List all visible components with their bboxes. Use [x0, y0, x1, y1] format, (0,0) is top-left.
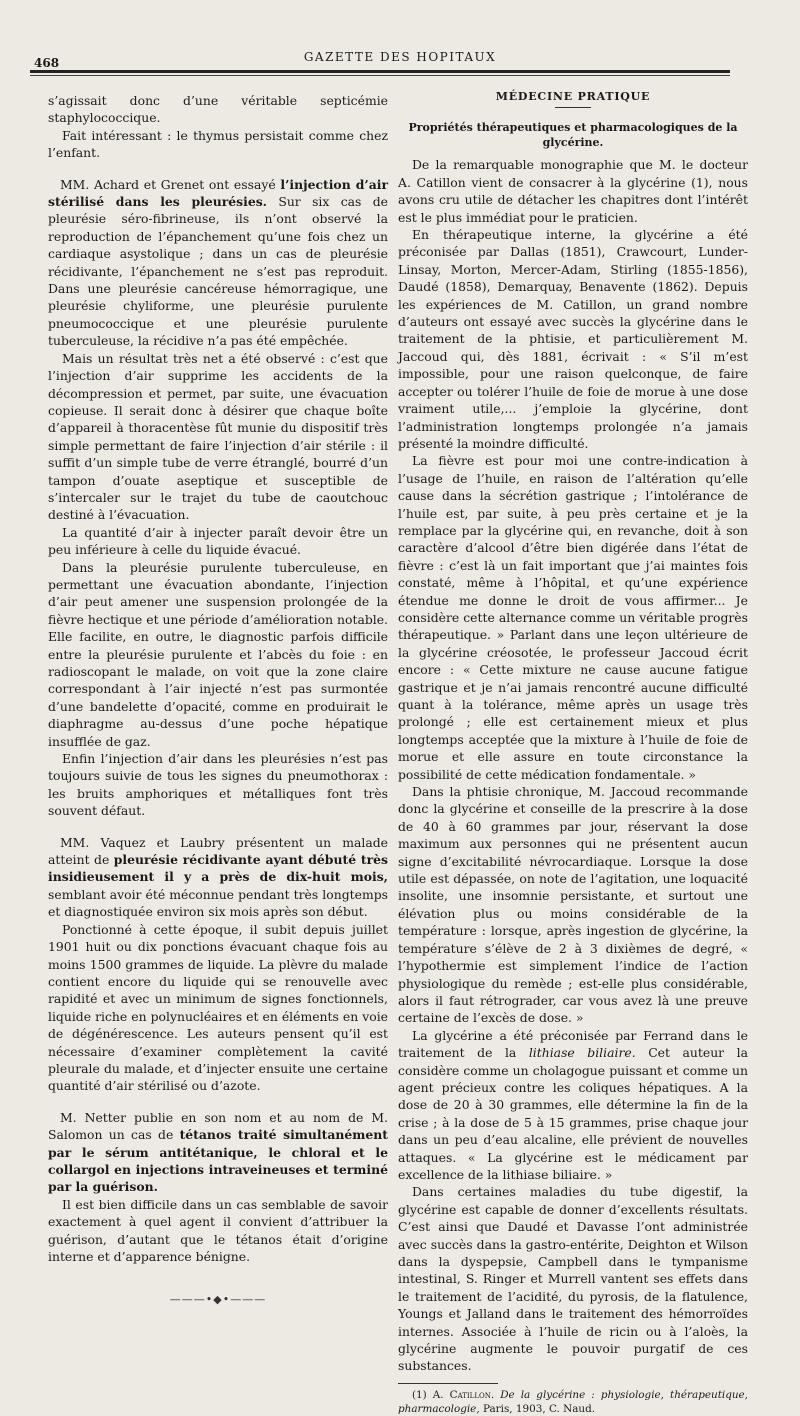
paragraph: Enfin l’injection d’air dans les pleurésies n’est pas toujours suivie de tous les signes du pneumothorax : les bruits amphoriques et métalliques font très souvent défaut.: [48, 751, 388, 819]
paragraph: Dans certaines maladies du tube digestif, la glycérine est capable de donner d’excellents résultats. C’est ainsi que Daudé et Davasse l’ont administrée avec succès dans la gastro-entérite, Deighton et Wilson dans la dyspepsie, Campbell dans le tympanisme intestinal, S. Ringer et Murrell vantent ses effets dans le traitement de l’acidité, du pyrosis, de la flatulence, Youngs et Jalland dans le traitement des hémorroïdes internes. Associée à l’huile de ricin ou à l’aloès, la glycérine augmente le pouvoir purgatif de ces substances.: [398, 1184, 748, 1374]
paragraph: Dans la phtisie chronique, M. Jaccoud recommande donc la glycérine et conseille de la prescrire à la dose de 40 à 60 grammes par jour, réservant la dose maximum aux personnes qui ne présentent aucun signe d’excitabilité névrocardiaque. Lorsque la dose utile est dépassée, on note de l’agitation, une loquacité insolite, une insomnie persistante, et surtout une élévation plus ou moins considérable de la température : lorsque, après ingestion de glycérine, la température s’élève de 2 à 3 dixièmes de degré, « l’hypothermie est simplement l’indice de l’action physiologique du remède ; est-elle plus considérable, alors il faut rétrograder, car vous avez là une preuve certaine de l’excès de dose. »: [398, 784, 748, 1026]
journal-title: GAZETTE DES HOPITAUX: [303, 50, 497, 64]
header-rule-thick: [30, 70, 730, 73]
paragraph: La quantité d’air à injecter paraît devoir être un peu inférieure à celle du liquide évacué.: [48, 524, 388, 558]
paragraph: Fait intéressant : le thymus persistait comme chez l’enfant.: [48, 127, 388, 161]
italic-term: lithiase biliaire.: [528, 1045, 636, 1061]
section-rule: [555, 107, 591, 108]
paragraph: MM. Vaquez et Laubry présentent un malade atteint de pleurésie récidivante ayant débuté très insidieusement il y a près de dix-huit mois, semblant avoir été méconnue pendant très longtemps et diagnostiquée environ six mois après son début.: [48, 834, 388, 920]
ornament-divider: ———•◆•———: [169, 1293, 267, 1307]
paragraph: Dans la pleurésie purulente tuberculeuse, en permettant une évacuation abondante, l’injection d’air peut amener une suspension prolongée de la fièvre hectique et une période d’amélioration notable. Elle facilite, en outre, le diagnostic parfois difficile entre la pleurésie purulente et l’abcès du foie : en radioscopant le malade, on voit que la zone claire correspondant à l’air injecté n’est pas surmontée d’une bandelette d’opacité, comme en produirait le diaphragme au-dessus d’une poche hépatique insufflée de gaz.: [48, 559, 388, 749]
page-number: 468: [34, 56, 60, 70]
header-rule-thin: [30, 75, 730, 76]
paragraph: De la remarquable monographie que M. le docteur A. Catillon vient de consacrer à la glycérine (1), nous avons cru utile de détacher les chapitres dont l’intérêt est le plus immédiat pour le praticien.: [398, 157, 748, 225]
bold-topic: pleurésie récidivante ayant débuté très insidieusement il y a près de dix-huit mois,: [48, 852, 388, 885]
right-column: [398, 88, 748, 1416]
footnote: (1) A. Catillon. De la glycérine : physiologie, thérapeutique, pharmacologie, Paris, 1903, C. Naud.: [398, 1388, 748, 1415]
article-title: Propriétés thérapeutiques et pharmacologiques de la glycérine.: [408, 121, 738, 150]
paragraph: M. Netter publie en son nom et au nom de M. Salomon un cas de tétanos traité simultanément par le sérum antitétanique, le chloral et le collargol en injections intraveineuses et terminé par la guérison.: [48, 1109, 388, 1195]
paragraph: Mais un résultat très net a été observé : c’est que l’injection d’air supprime les accidents de la décompression et permet, par suite, une évacuation copieuse. Il serait donc à désirer que chaque boîte d’appareil à thoracentèse fût munie du dispositif très simple permettant de faire l’injection d’air stérile : il suffit d’un simple tube de verre étranglé, bourré d’un tampon d’ouate aseptique et susceptible de s’intercaler sur le trajet du tube de caoutchouc destiné à l’évacuation.: [48, 350, 388, 523]
paragraph: Il est bien difficile dans un cas semblable de savoir exactement à quel agent il convient d’attribuer la guérison, d’autant que le tétanos était d’origine interne et d’apparence bénigne.: [48, 1196, 388, 1264]
footnote-author: Catillon.: [449, 1388, 495, 1401]
paragraph: MM. Achard et Grenet ont essayé l’injection d’air stérilisé dans les pleurésies. Sur six cas de pleurésie séro-fibrineuse, ils n’ont observé la reproduction de l’épanchement qu’une fois chez un cardiaque asystolique ; dans un cas de pleurésie récidivante, l’épanchement ne s’est pas reproduit. Dans une pleurésie cancéreuse hémorragique, une pleurésie chyliforme, une pleurésie purulente pneumococcique et une pleurésie purulente tuberculeuse, la récidive n’a pas été empêchée.: [48, 176, 388, 349]
paragraph: La fièvre est pour moi une contre-indication à l’usage de l’huile, en raison de l’altération qu’elle cause dans la sécrétion gastrique ; l’intolérance de l’huile est, par suite, à peu près certaine et je la remplace par la glycérine qui, en revanche, doit à son caractère d’alcool d’être bien digérée dans l’état de fièvre : c’est là un fait important que j’ai maintes fois constaté, même à l’hôpital, et qu’une expérience étendue me donne le droit de vous affirmer... Je considère cette alternance comme un véritable progrès thérapeutique. » Parlant dans une leçon ultérieure de la glycérine créosotée, le professeur Jaccoud écrit encore : « Cette mixture ne cause aucune fatigue gastrique et je n’ai jamais rencontré aucune difficulté quant à la tolérance, même après un usage très prolongé ; elle est certainement mieux et plus longtemps acceptée que la mixture à l’huile de foie de morue et elle assure en toute circonstance la possibilité de cette médication fondamentale. »: [398, 453, 748, 782]
paragraph: Ponctionné à cette époque, il subit depuis juillet 1901 huit ou dix ponctions évacuant chaque fois au moins 1500 grammes de liquide. La plèvre du malade contient encore du liquide qui se renouvelle avec rapidité et avec un minimum de signes fonctionnels, liquide riche en polynucléaires et en éléments en voie de dégénérescence. Les auteurs pensent qu’il est nécessaire d’examiner complètement la cavité pleurale du malade, et d’injecter ensuite une certaine quantité d’air stérilisé ou d’azote.: [48, 921, 388, 1094]
section-title: MÉDECINE PRATIQUE: [495, 90, 651, 103]
bold-topic: tétanos traité simultanément par le sérum antitétanique, le chloral et le collargol en injections intraveineuses et terminé par la guérison.: [48, 1127, 388, 1195]
bold-topic: l’injection d’air stérilisé dans les pleurésies.: [48, 176, 388, 210]
paragraph: La glycérine a été préconisée par Ferrand dans le traitement de la lithiase biliaire. Cet auteur la considère comme un cholagogue puissant et comme un agent précieux contre les coliques hépatiques. A la dose de 20 à 30 grammes, elle détermine la fin de la crise ; à la dose de 5 à 15 grammes, prise chaque jour dans un peu d’eau alcaline, elle prévient de nouvelles attaques. « La glycérine est le médicament par excellence de la lithiase biliaire. »: [398, 1027, 748, 1182]
paragraph: s’agissait donc d’une véritable septicémie staphylococcique.: [48, 93, 388, 126]
footnote-rule: [398, 1383, 498, 1384]
left-column: [48, 92, 388, 1309]
paragraph: En thérapeutique interne, la glycérine a été préconisée par Dallas (1851), Crawcourt, Lunder-Linsay, Morton, Mercer-Adam, Stirling (1855-1856), Daudé (1858), Demarquay, Benavente (1862). Depuis les expériences de M. Catillon, un grand nombre d’auteurs ont essayé avec succès la glycérine dans le traitement de la phtisie, et particulièrement M. Jaccoud qui, dès 1881, écrivait : « S’il m’est impossible, pour une raison quelconque, de faire accepter ou tolérer l’huile de foie de morue à une dose vraiment utile,... j’emploie la glycérine, dont l’administration longtemps prolongée n’a jamais présenté la moindre difficulté.: [398, 227, 748, 451]
